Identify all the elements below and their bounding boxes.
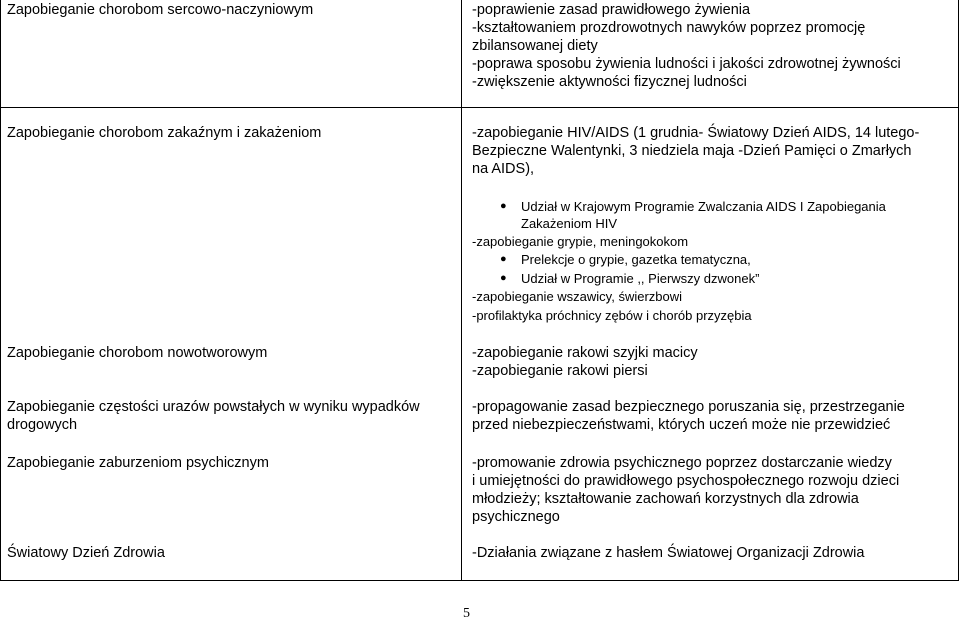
row-3-action-1: -zapobieganie rakowi szyjki macicy: [472, 345, 698, 361]
row-2-bullet-1-line-1: Udział w Krajowym Programie Zwalczania AIDS I Zapobiegania: [521, 199, 886, 214]
row-4-action-2: przed niebezpieczeństwami, których uczeń może nie przewidzieć: [472, 417, 891, 433]
row-5-action-3: młodzieży; kształtowanie zachowań korzystnych dla zdrowia: [472, 491, 859, 507]
row-divider: [0, 107, 958, 108]
row-4-topic-line-1: Zapobieganie częstości urazów powstałych w wyniku wypadków: [7, 399, 420, 415]
row-3-action-2: -zapobieganie rakowi piersi: [472, 363, 648, 379]
row-1-action-3: zbilansowanej diety: [472, 38, 598, 54]
row-3-topic: Zapobieganie chorobom nowotworowym: [7, 345, 268, 361]
row-4-action-1: -propagowanie zasad bezpiecznego poruszania się, przestrzeganie: [472, 399, 905, 415]
row-5-action-1: -promowanie zdrowia psychicznego poprzez dostarczanie wiedzy: [472, 455, 892, 471]
row-1-action-2: -kształtowaniem prozdrowotnych nawyków poprzez promocję: [472, 20, 866, 36]
page-number: 5: [463, 606, 470, 621]
column-divider: [461, 0, 462, 580]
bullet-icon: ●: [500, 253, 507, 265]
row-2-topic: Zapobieganie chorobom zakaźnym i zakażeniom: [7, 125, 322, 141]
row-5-action-4: psychicznego: [472, 509, 560, 525]
row-2-action-3: na AIDS),: [472, 161, 535, 177]
row-2-action-2: Bezpieczne Walentynki, 3 niedziela maja -Dzień Pamięci o Zmarłych: [472, 143, 912, 159]
row-1-action-1: -poprawienie zasad prawidłowego żywienia: [472, 2, 751, 18]
row-2-action-4: -zapobieganie grypie, meningokokom: [472, 234, 689, 249]
row-1-topic: Zapobieganie chorobom sercowo-naczyniowym: [7, 2, 314, 18]
row-5-action-2: i umiejętności do prawidłowego psychospołecznego rozwoju dzieci: [472, 473, 900, 489]
bullet-icon: ●: [500, 200, 507, 212]
row-2-bullet-3: Udział w Programie ,, Pierwszy dzwonek”: [521, 271, 760, 286]
row-2-bullet-1-line-2: Zakażeniom HIV: [521, 216, 618, 231]
row-2-bullet-2: Prelekcje o grypie, gazetka tematyczna,: [521, 252, 751, 267]
row-2-action-5: -zapobieganie wszawicy, świerzbowi: [472, 289, 683, 304]
bullet-icon: ●: [500, 272, 507, 284]
row-6-action-1: -Działania związane z hasłem Światowej Organizacji Zdrowia: [472, 545, 865, 561]
row-4-topic-line-2: drogowych: [7, 417, 78, 433]
row-2-action-6: -profilaktyka próchnicy zębów i chorób przyzębia: [472, 308, 752, 323]
row-1-action-5: -zwiększenie aktywności fizycznej ludności: [472, 74, 747, 90]
row-6-topic: Światowy Dzień Zdrowia: [7, 545, 165, 561]
row-1-action-4: -poprawa sposobu żywienia ludności i jakości zdrowotnej żywności: [472, 56, 901, 72]
row-5-topic: Zapobieganie zaburzeniom psychicznym: [7, 455, 269, 471]
row-2-action-1: -zapobieganie HIV/AIDS (1 grudnia- Światowy Dzień AIDS, 14 lutego-: [472, 125, 920, 141]
